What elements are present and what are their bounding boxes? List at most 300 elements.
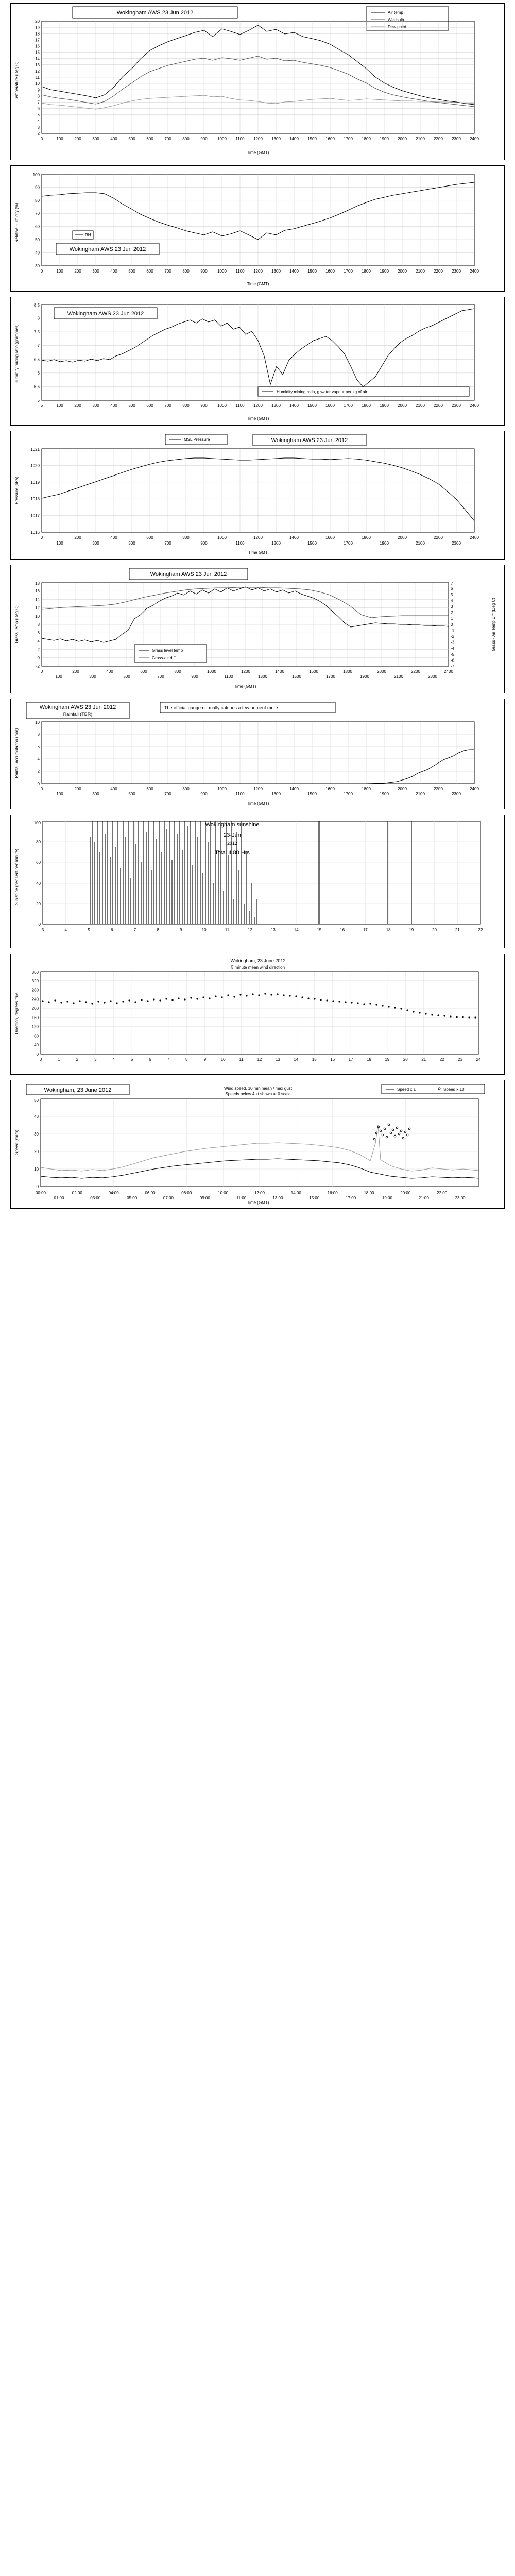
svg-text:0: 0 [37, 655, 40, 660]
svg-text:-4: -4 [451, 646, 455, 651]
svg-text:0: 0 [37, 782, 40, 786]
svg-text:5: 5 [37, 398, 40, 403]
svg-text:-2: -2 [36, 664, 40, 669]
svg-text:-3: -3 [451, 640, 455, 645]
svg-text:40: 40 [34, 1043, 39, 1048]
svg-text:1700: 1700 [326, 674, 335, 679]
legend-grass-air-diff: Grass-air diff [152, 656, 176, 660]
y-axis-label: Pressure (hPa) [14, 477, 19, 504]
svg-text:2000: 2000 [398, 535, 407, 540]
svg-text:17: 17 [35, 38, 40, 43]
svg-text:21:00: 21:00 [418, 1196, 429, 1200]
svg-text:1800: 1800 [362, 269, 371, 274]
svg-text:04:00: 04:00 [108, 1191, 119, 1195]
legend-wet-bulb: Wet bulb [388, 18, 404, 22]
svg-text:0: 0 [36, 1052, 39, 1057]
svg-text:2200: 2200 [434, 535, 443, 540]
svg-text:12: 12 [35, 69, 40, 74]
svg-text:1900: 1900 [360, 674, 369, 679]
svg-text:1019: 1019 [30, 480, 40, 485]
svg-text:1100: 1100 [235, 269, 245, 274]
svg-text:40: 40 [34, 1114, 39, 1119]
svg-text:400: 400 [106, 669, 113, 674]
svg-text:2400: 2400 [470, 137, 479, 141]
svg-text:13: 13 [275, 1057, 280, 1062]
svg-text:1200: 1200 [241, 669, 250, 674]
svg-text:21: 21 [455, 928, 460, 933]
svg-text:1200: 1200 [253, 535, 263, 540]
svg-text:11: 11 [35, 75, 40, 80]
chart-title: Wokingham, 23 June 2012 [44, 1087, 112, 1093]
svg-text:1100: 1100 [235, 541, 245, 546]
legend-msl-pressure: MSL Pressure [184, 437, 210, 442]
y-axis-label: Sunshine (per cent per minute) [14, 849, 19, 905]
svg-text:2300: 2300 [452, 269, 461, 274]
svg-text:4: 4 [37, 757, 40, 761]
svg-text:1700: 1700 [344, 269, 353, 274]
svg-text:7: 7 [37, 343, 40, 348]
svg-text:1300: 1300 [271, 792, 281, 796]
svg-text:900: 900 [200, 541, 208, 546]
svg-text:12: 12 [35, 605, 40, 611]
svg-text:4: 4 [64, 928, 67, 933]
svg-text:50: 50 [35, 238, 40, 242]
svg-text:21: 21 [421, 1057, 426, 1062]
svg-text:900: 900 [200, 403, 208, 408]
svg-text:30: 30 [34, 1132, 39, 1137]
svg-text:14: 14 [35, 597, 40, 602]
svg-text:1400: 1400 [275, 669, 284, 674]
svg-text:600: 600 [140, 669, 147, 674]
svg-text:11: 11 [239, 1057, 244, 1062]
legend-speed-x1: Speed x 1 [397, 1087, 416, 1092]
svg-text:14: 14 [35, 56, 40, 61]
svg-text:400: 400 [110, 269, 117, 274]
svg-text:1300: 1300 [271, 541, 281, 546]
svg-text:8: 8 [37, 94, 40, 99]
svg-text:-6: -6 [451, 658, 455, 663]
svg-text:2000: 2000 [377, 669, 386, 674]
svg-text:700: 700 [157, 674, 164, 679]
svg-text:5: 5 [88, 928, 90, 933]
svg-text:1300: 1300 [258, 674, 267, 679]
svg-text:100: 100 [32, 173, 40, 177]
svg-text:1000: 1000 [217, 403, 227, 408]
svg-text:15: 15 [317, 928, 322, 933]
svg-text:15: 15 [312, 1057, 317, 1062]
svg-text:10: 10 [34, 1167, 39, 1172]
svg-text:400: 400 [110, 535, 117, 540]
svg-text:600: 600 [146, 269, 153, 274]
svg-text:10: 10 [35, 614, 40, 619]
svg-text:2400: 2400 [470, 269, 479, 274]
svg-text:24: 24 [476, 1057, 481, 1062]
temperature-chart [11, 4, 504, 160]
svg-text:100: 100 [56, 792, 63, 796]
svg-text:500: 500 [128, 137, 135, 141]
svg-text:1017: 1017 [30, 513, 40, 518]
svg-text:300: 300 [92, 137, 99, 141]
svg-text:0: 0 [451, 622, 453, 627]
svg-text:8.5: 8.5 [33, 303, 40, 308]
svg-text:17: 17 [348, 1057, 353, 1062]
svg-text:2300: 2300 [452, 541, 461, 546]
svg-text:2200: 2200 [434, 787, 443, 791]
svg-text:40: 40 [35, 250, 40, 256]
svg-text:5.5: 5.5 [33, 384, 40, 389]
svg-text:1600: 1600 [325, 787, 335, 791]
svg-text:20: 20 [35, 19, 40, 24]
svg-text:8: 8 [37, 622, 40, 627]
pressure-chart [11, 431, 504, 559]
svg-text:70: 70 [35, 211, 40, 216]
svg-text:-1: -1 [451, 628, 455, 633]
svg-text:6: 6 [37, 744, 40, 749]
svg-text:100: 100 [33, 821, 41, 825]
svg-text:9: 9 [203, 1057, 207, 1062]
svg-text:19: 19 [35, 25, 40, 30]
svg-text:400: 400 [110, 787, 117, 791]
svg-text:11: 11 [225, 928, 230, 933]
svg-text:7: 7 [133, 928, 136, 933]
svg-text:300: 300 [89, 674, 96, 679]
svg-text:05:00: 05:00 [127, 1196, 138, 1200]
svg-text:20: 20 [34, 1149, 39, 1154]
svg-text:2300: 2300 [452, 792, 461, 796]
svg-text:200: 200 [74, 269, 81, 274]
x-axis-label: Time (GMT) [247, 801, 269, 806]
svg-text:40: 40 [36, 881, 41, 886]
charts-page [0, 0, 515, 1214]
svg-text:1000: 1000 [217, 535, 227, 540]
svg-text:0: 0 [40, 787, 43, 791]
chart-panel-wind-direction [10, 954, 505, 1075]
svg-text:100: 100 [56, 403, 63, 408]
svg-text:1600: 1600 [325, 137, 335, 141]
svg-text:15:00: 15:00 [309, 1196, 320, 1200]
rainfall-chart [11, 699, 504, 809]
svg-text:8: 8 [185, 1057, 188, 1062]
svg-text:1000: 1000 [207, 669, 216, 674]
svg-text:2400: 2400 [470, 535, 479, 540]
svg-text:100: 100 [56, 541, 63, 546]
svg-text:03:00: 03:00 [90, 1196, 101, 1200]
y-axis-label: Speed (km/h) [14, 1129, 19, 1155]
svg-text:500: 500 [128, 269, 135, 274]
svg-text:1800: 1800 [362, 403, 371, 408]
svg-text:2300: 2300 [452, 403, 461, 408]
svg-text:120: 120 [31, 1024, 39, 1029]
svg-text:160: 160 [31, 1015, 39, 1020]
svg-text:1500: 1500 [307, 137, 317, 141]
svg-text:17: 17 [363, 928, 368, 933]
svg-text:600: 600 [146, 535, 153, 540]
svg-text:0: 0 [40, 137, 43, 141]
svg-text:1600: 1600 [309, 669, 318, 674]
svg-text:3: 3 [94, 1057, 97, 1062]
svg-text:14: 14 [294, 928, 299, 933]
svg-text:-5: -5 [451, 652, 455, 657]
svg-text:17:00: 17:00 [346, 1196, 356, 1200]
svg-text:2300: 2300 [428, 674, 437, 679]
svg-text:80: 80 [36, 840, 41, 844]
svg-text:16:00: 16:00 [327, 1191, 338, 1195]
svg-text:10: 10 [201, 928, 207, 933]
svg-text:1800: 1800 [362, 787, 371, 791]
sunshine-chart [11, 815, 504, 948]
svg-text:1016: 1016 [30, 530, 40, 535]
svg-text:5: 5 [37, 112, 40, 117]
y-axis-label: Rainfall accumulation (mm) [14, 728, 19, 778]
svg-text:1300: 1300 [271, 269, 281, 274]
svg-text:7: 7 [167, 1057, 170, 1062]
svg-text:1100: 1100 [224, 674, 233, 679]
svg-text:1020: 1020 [30, 463, 40, 468]
svg-text:10: 10 [35, 81, 40, 87]
svg-text:3: 3 [451, 604, 453, 609]
svg-text:20:00: 20:00 [400, 1191, 411, 1195]
svg-text:30: 30 [35, 264, 40, 268]
svg-text:1900: 1900 [380, 269, 389, 274]
svg-text:50: 50 [34, 1098, 39, 1103]
svg-text:1800: 1800 [362, 535, 371, 540]
svg-text:22:00: 22:00 [437, 1191, 448, 1195]
legend-rh: RH [85, 233, 91, 238]
wind-direction-chart [11, 954, 504, 1074]
svg-text:1000: 1000 [217, 787, 227, 791]
svg-text:1500: 1500 [307, 403, 317, 408]
svg-text:4: 4 [37, 639, 40, 644]
legend-dew-point: Dew point [388, 25, 406, 29]
svg-text:16: 16 [35, 589, 40, 594]
svg-text:23:00: 23:00 [455, 1196, 466, 1200]
svg-text:18: 18 [35, 581, 40, 586]
svg-text:1100: 1100 [235, 792, 245, 796]
svg-text:500: 500 [128, 792, 135, 796]
svg-text:1200: 1200 [253, 137, 263, 141]
svg-text:800: 800 [174, 669, 181, 674]
svg-text:100: 100 [56, 269, 63, 274]
svg-text:100: 100 [56, 137, 63, 141]
svg-text:1300: 1300 [271, 137, 281, 141]
svg-text:19: 19 [409, 928, 414, 933]
svg-text:1800: 1800 [362, 137, 371, 141]
svg-text:1900: 1900 [380, 137, 389, 141]
svg-text:800: 800 [182, 137, 190, 141]
svg-text:2400: 2400 [444, 669, 453, 674]
svg-text:6: 6 [451, 586, 453, 591]
chart-panel-pressure [10, 431, 505, 560]
svg-text:5: 5 [130, 1057, 133, 1062]
svg-text:23: 23 [458, 1057, 463, 1062]
svg-text:60: 60 [35, 224, 40, 229]
y-axis-label: Temperature (Deg C) [14, 61, 19, 100]
svg-text:12:00: 12:00 [254, 1191, 265, 1195]
svg-text:2: 2 [37, 647, 40, 652]
svg-text:900: 900 [200, 137, 208, 141]
svg-text:600: 600 [146, 787, 153, 791]
svg-text:240: 240 [31, 997, 39, 1002]
svg-text:07:00: 07:00 [163, 1196, 174, 1200]
svg-text:700: 700 [164, 269, 171, 274]
svg-text:2200: 2200 [434, 137, 443, 141]
svg-text:200: 200 [74, 403, 81, 408]
svg-text:0: 0 [40, 535, 43, 540]
svg-text:1900: 1900 [380, 403, 389, 408]
chart-panel-wind-speed [10, 1080, 505, 1209]
svg-text:7.5: 7.5 [33, 330, 40, 335]
svg-text:300: 300 [92, 269, 99, 274]
legend-air-temp: Air temp [388, 10, 403, 15]
svg-text:1: 1 [451, 616, 453, 621]
chart-year: 2012 [227, 841, 238, 846]
svg-text:1600: 1600 [325, 403, 335, 408]
svg-text:1200: 1200 [253, 269, 263, 274]
svg-text:200: 200 [72, 669, 79, 674]
svg-text:19: 19 [385, 1057, 390, 1062]
humidity-chart [11, 166, 504, 291]
chart-panel-temperature [10, 3, 505, 160]
svg-text:300: 300 [92, 403, 99, 408]
svg-text:200: 200 [31, 1006, 39, 1011]
svg-text:2200: 2200 [434, 403, 443, 408]
svg-text:1500: 1500 [307, 792, 317, 796]
x-axis-label: Time (GMT) [247, 150, 269, 155]
svg-text:500: 500 [128, 403, 135, 408]
svg-text:4: 4 [37, 118, 40, 124]
svg-text:2400: 2400 [470, 403, 479, 408]
chart-subtitle: Wind speed, 10 min mean / max gust [224, 1086, 293, 1091]
y-axis-label: Humidity mixing ratio (grammes) [14, 324, 19, 384]
grass-temp-chart [11, 565, 504, 693]
svg-text:200: 200 [74, 787, 81, 791]
svg-text:2: 2 [451, 610, 453, 615]
svg-text:320: 320 [31, 978, 39, 984]
chart-title: Wokingham AWS 23 Jun 2012 [271, 437, 348, 444]
svg-text:500: 500 [123, 674, 130, 679]
svg-text:700: 700 [164, 792, 171, 796]
svg-text:10:00: 10:00 [218, 1191, 229, 1195]
svg-text:2100: 2100 [416, 269, 425, 274]
x-axis-label: Time (GMT) [234, 684, 256, 689]
svg-text:1600: 1600 [325, 535, 335, 540]
svg-text:800: 800 [182, 269, 190, 274]
svg-text:1600: 1600 [325, 269, 335, 274]
x-axis-label: Time (GMT) [247, 282, 269, 286]
sunshine-total: Total 4.80 Hrs [215, 850, 250, 856]
svg-text:1700: 1700 [344, 137, 353, 141]
svg-text:1500: 1500 [307, 269, 317, 274]
svg-text:2400: 2400 [470, 787, 479, 791]
svg-text:800: 800 [182, 535, 190, 540]
svg-text:1200: 1200 [253, 787, 263, 791]
svg-text:18:00: 18:00 [364, 1191, 374, 1195]
svg-text:2: 2 [76, 1057, 79, 1062]
svg-text:200: 200 [74, 137, 81, 141]
svg-text:14:00: 14:00 [290, 1191, 301, 1195]
svg-text:13: 13 [270, 928, 276, 933]
chart-note: Speeds below 4 kt shown at 0 scale [225, 1092, 291, 1096]
svg-text:80: 80 [34, 1033, 39, 1039]
svg-text:2100: 2100 [416, 137, 425, 141]
svg-text:90: 90 [35, 185, 40, 190]
svg-text:1900: 1900 [380, 792, 389, 796]
svg-text:1400: 1400 [289, 787, 299, 791]
svg-text:18: 18 [386, 928, 391, 933]
x-axis-label: Time (GMT) [247, 1200, 269, 1205]
svg-text:1700: 1700 [344, 792, 353, 796]
svg-text:09:00: 09:00 [199, 1196, 210, 1200]
svg-text:18: 18 [367, 1057, 371, 1062]
svg-text:4: 4 [451, 598, 453, 603]
svg-text:-7: -7 [451, 664, 455, 669]
svg-text:600: 600 [146, 137, 153, 141]
chart-panel-humidity [10, 165, 505, 292]
svg-text:0: 0 [40, 269, 43, 274]
svg-text:0: 0 [39, 1057, 42, 1062]
x-axis-label: Time GMT [248, 550, 268, 555]
svg-text:300: 300 [92, 792, 99, 796]
svg-text:6.5: 6.5 [33, 357, 40, 362]
svg-text:2100: 2100 [394, 674, 403, 679]
svg-text:01:00: 01:00 [54, 1196, 64, 1200]
svg-text:800: 800 [182, 787, 190, 791]
svg-text:700: 700 [164, 137, 171, 141]
svg-text:1500: 1500 [292, 674, 301, 679]
svg-text:8: 8 [157, 928, 159, 933]
svg-text:80: 80 [35, 198, 40, 203]
rainfall-annotation: The official gauge normally catches a few percent more [164, 705, 278, 710]
svg-text:2100: 2100 [416, 792, 425, 796]
svg-text:2100: 2100 [416, 403, 425, 408]
svg-text:1100: 1100 [235, 403, 245, 408]
svg-text:2: 2 [37, 769, 40, 774]
svg-text:6: 6 [110, 928, 113, 933]
wind-speed-chart [11, 1080, 504, 1208]
svg-text:3: 3 [37, 125, 40, 130]
svg-text:2000: 2000 [398, 137, 407, 141]
svg-text:9: 9 [180, 928, 182, 933]
svg-text:14: 14 [294, 1057, 299, 1062]
svg-text:12: 12 [257, 1057, 262, 1062]
svg-text:800: 800 [182, 403, 190, 408]
x-axis-label: Time (GMT) [247, 416, 269, 421]
svg-text:1021: 1021 [30, 447, 40, 452]
chart-title: Wokingham, 23 June 2012 [230, 958, 286, 963]
svg-text:5: 5 [451, 592, 453, 597]
svg-text:8: 8 [37, 316, 40, 321]
svg-text:1700: 1700 [344, 541, 353, 546]
svg-text:1300: 1300 [271, 403, 281, 408]
svg-text:1500: 1500 [307, 541, 317, 546]
svg-text:18: 18 [35, 31, 40, 37]
svg-text:400: 400 [110, 403, 117, 408]
svg-text:20: 20 [36, 902, 41, 906]
chart-panel-sunshine [10, 815, 505, 948]
svg-text:2: 2 [37, 131, 40, 136]
svg-text:4: 4 [112, 1057, 115, 1062]
svg-text:00:00: 00:00 [35, 1191, 46, 1195]
svg-text:60: 60 [36, 860, 41, 865]
svg-text:6: 6 [37, 106, 40, 111]
chart-subtitle: 5 minute mean wind direction [231, 965, 285, 970]
chart-title: Wokingham AWS 23 Jun 2012 [116, 10, 194, 16]
svg-text:22: 22 [439, 1057, 444, 1062]
chart-title: Wokingham AWS 23 Jun 2012 [67, 311, 144, 317]
chart-title: Wokingham AWS 23 Jun 2012 [39, 704, 116, 710]
svg-text:6: 6 [37, 631, 40, 636]
svg-text:11:00: 11:00 [236, 1196, 247, 1200]
